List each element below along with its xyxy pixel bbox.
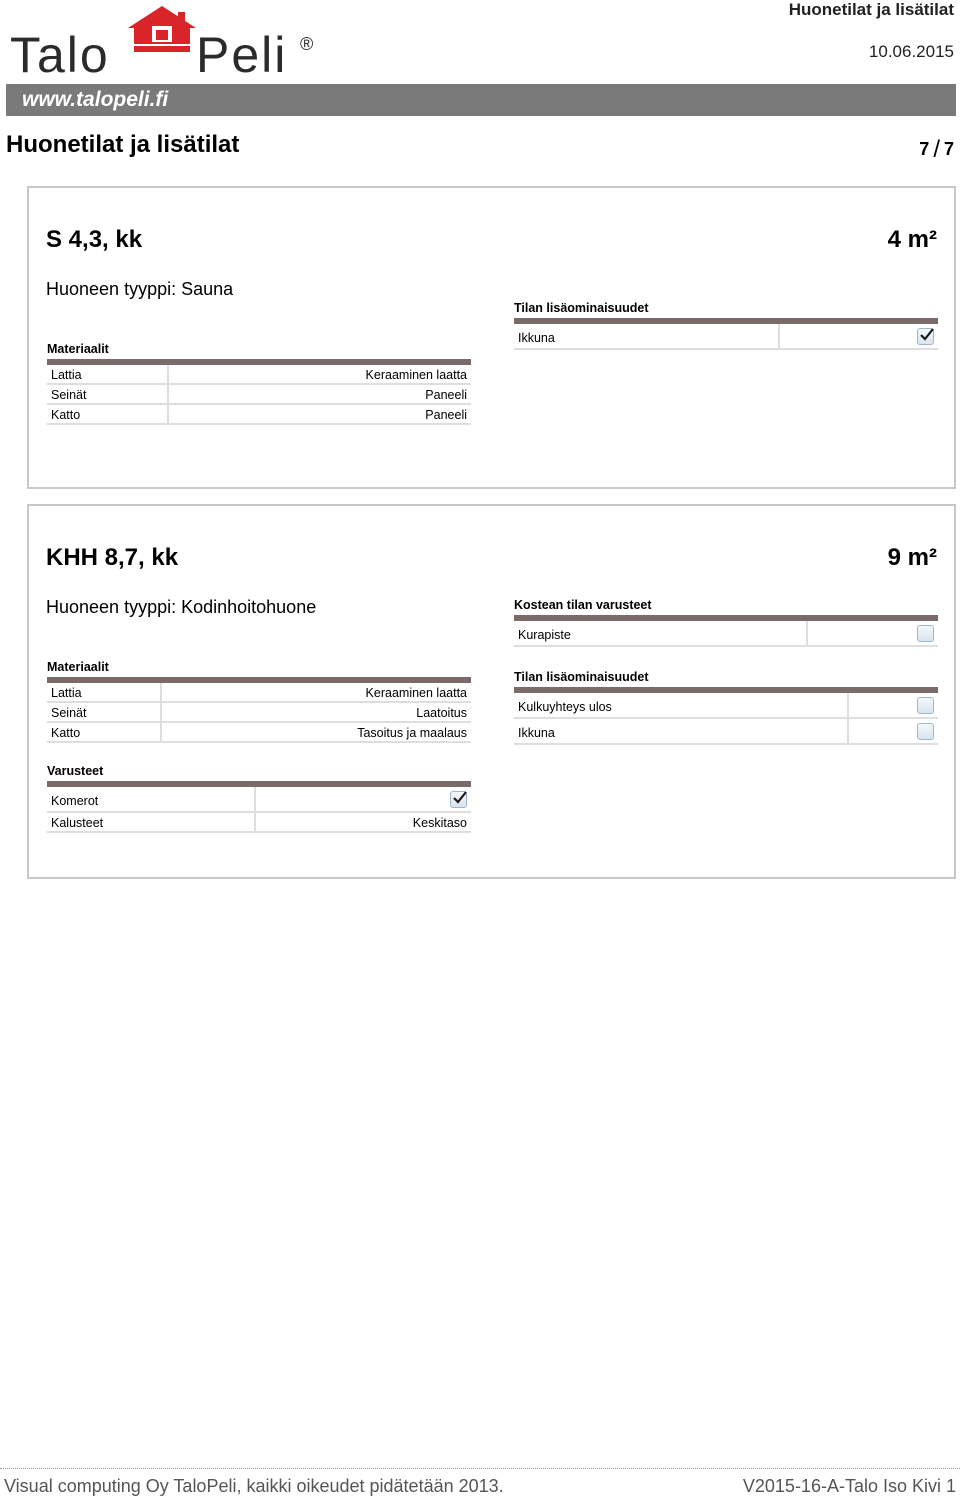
extras-section: [514, 670, 938, 745]
materials-title: Materiaalit: [47, 342, 109, 356]
material-value: Tasoitus ja maalaus: [357, 726, 467, 740]
room-name: S 4,3, kk: [46, 226, 143, 253]
logo-text-talo: Talo: [10, 27, 110, 78]
table-row: [514, 324, 938, 350]
material-value: Laatoitus: [416, 706, 467, 720]
footer-version: V2015-16-A-Talo Iso Kivi 1: [742, 1476, 956, 1496]
page-total: 7: [943, 139, 954, 159]
room-type: Huoneen tyyppi: Sauna: [46, 279, 234, 299]
page-heading: Huonetilat ja lisätilat: [6, 131, 240, 158]
extra-label: Ikkuna: [518, 726, 555, 740]
equipment-label: Kalusteet: [51, 816, 104, 830]
ikkuna-checkbox[interactable]: [917, 723, 934, 740]
material-label: Seinät: [51, 706, 87, 720]
kurapiste-checkbox[interactable]: [917, 625, 934, 642]
table-row: [514, 621, 938, 647]
material-value: Keraaminen laatta: [365, 686, 467, 700]
extra-label: Kulkuyhteys ulos: [518, 700, 612, 714]
table-row: [514, 719, 938, 745]
room-area: 9 m²: [887, 544, 937, 571]
material-value: Keraaminen laatta: [365, 368, 467, 382]
materials-section: [47, 342, 471, 425]
material-value: Paneeli: [425, 388, 467, 402]
table-row: [47, 723, 471, 743]
materials-section: [47, 660, 471, 743]
room-type: Huoneen tyyppi: Kodinhoitohuone: [46, 597, 317, 617]
material-label: Lattia: [51, 686, 82, 700]
footer-copyright: Visual computing Oy TaloPeli, kaikki oikeudet pidätetään 2013.: [4, 1476, 504, 1496]
table-row: [47, 787, 471, 813]
room-name: KHH 8,7, kk: [46, 544, 179, 571]
talopeli-logo: [10, 4, 325, 78]
extras-title: Tilan lisäominaisuudet: [514, 301, 649, 315]
house-logo-icon: [10, 4, 325, 78]
equipment-section: [47, 764, 471, 833]
equipment-label: Komerot: [51, 794, 99, 808]
extra-label: Ikkuna: [518, 331, 555, 345]
table-row: [47, 703, 471, 723]
material-label: Katto: [51, 726, 81, 740]
room-area: 4 m²: [887, 226, 937, 253]
page-number: [919, 134, 954, 162]
checkmark-icon: [452, 790, 468, 806]
wet-room-title: Kostean tilan varusteet: [514, 598, 652, 612]
table-row: [47, 683, 471, 703]
document-date: 10.06.2015: [868, 42, 954, 61]
ikkuna-checkbox[interactable]: [917, 328, 934, 345]
table-row: [47, 385, 471, 405]
page-current: 7: [919, 139, 930, 159]
komerot-checkbox[interactable]: [450, 791, 467, 808]
equipment-title: Varusteet: [47, 764, 104, 778]
logo-text-peli: Peli: [196, 27, 288, 78]
extras-section: [514, 301, 938, 350]
material-label: Seinät: [51, 388, 87, 402]
document-title: Huonetilat ja lisätilat: [788, 0, 954, 19]
material-label: Katto: [51, 408, 81, 422]
table-row: [47, 813, 471, 833]
site-banner: [6, 84, 956, 116]
room-card-kodinhoitohuone: [27, 504, 956, 879]
table-row: [47, 405, 471, 425]
page-separator: /: [933, 136, 940, 163]
kulkuyhteys-checkbox[interactable]: [917, 697, 934, 714]
material-value: Paneeli: [425, 408, 467, 422]
logo-registered: ®: [300, 34, 314, 54]
extras-title: Tilan lisäominaisuudet: [514, 670, 649, 684]
table-row: [514, 693, 938, 719]
materials-title: Materiaalit: [47, 660, 109, 674]
material-label: Lattia: [51, 368, 82, 382]
wet-room-section: [514, 598, 938, 647]
footer-divider: [0, 1468, 960, 1469]
equipment-value: Keskitaso: [412, 816, 467, 830]
site-url[interactable]: www.talopeli.fi: [22, 88, 169, 111]
checkmark-icon: [919, 327, 935, 343]
table-row: [47, 365, 471, 385]
wet-label: Kurapiste: [518, 628, 571, 642]
room-card-sauna: [27, 186, 956, 489]
